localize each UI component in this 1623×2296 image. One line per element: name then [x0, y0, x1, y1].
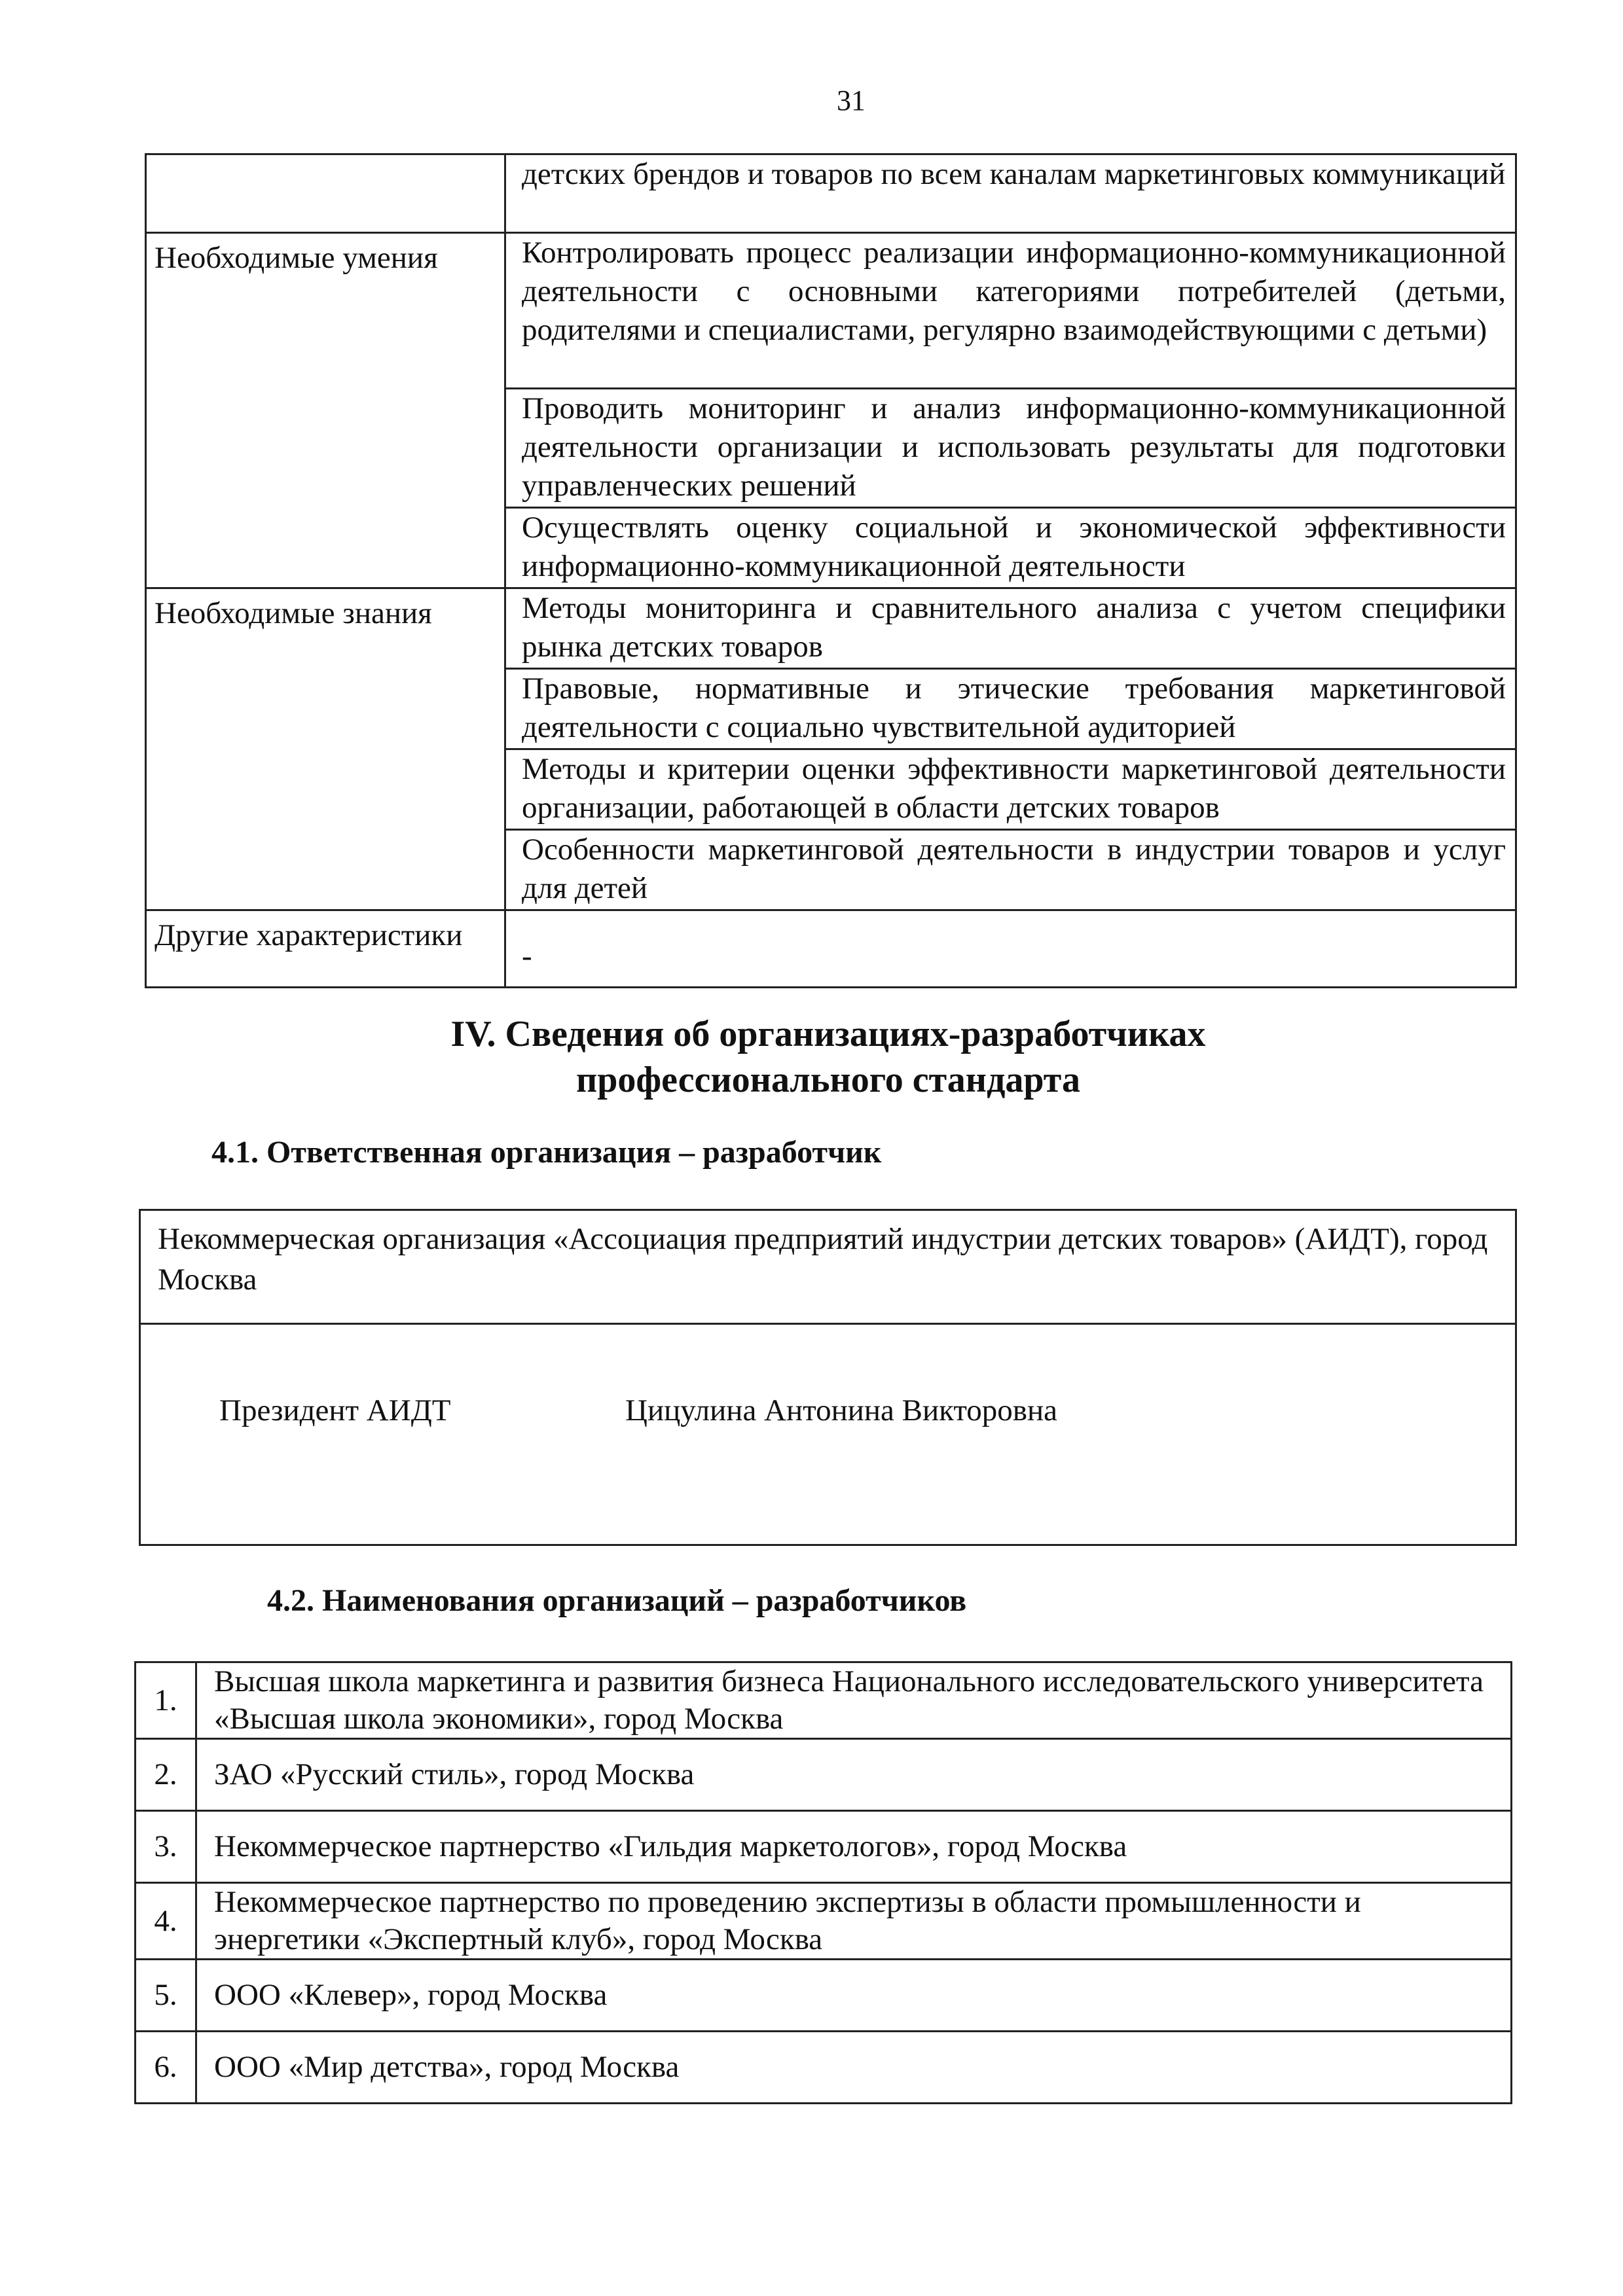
table-row	[136, 1811, 1512, 1883]
table-cell: Контролировать процесс реализации информационно-коммуникационной деятельности с основными категориями потребителей (детьми, родителями и специалистами, регулярно взаимодействующими с детьми)	[505, 233, 1516, 389]
developers-table	[134, 1661, 1512, 2104]
table-cell: детских брендов и товаров по всем каналам маркетинговых коммуникаций	[505, 154, 1516, 233]
table-cell: Проводить мониторинг и анализ информационно-коммуникационной деятельности организации и использовать результаты для подготовки управленческих решений	[505, 389, 1516, 508]
table-row	[146, 910, 1516, 988]
organization-name: ООО «Мир детства», город Москва	[196, 2032, 1512, 2104]
organization-name: Некоммерческое партнерство «Гильдия маркетологов», город Москва	[196, 1811, 1512, 1883]
table-cell: Методы и критерии оценки эффективности маркетинговой деятельности организации, работающей в области детских товаров	[505, 749, 1516, 830]
signer-position: Президент АИДТ	[219, 1393, 451, 1427]
organization-name: Некоммерческое партнерство по проведению экспертизы в области промышленности и энергетики «Экспертный клуб», город Москва	[196, 1883, 1512, 1960]
organization-name: ООО «Клевер», город Москва	[196, 1960, 1512, 2032]
table-row	[136, 1883, 1512, 1960]
table-cell: Особенности маркетинговой деятельности в индустрии товаров и услуг для детей	[505, 830, 1516, 910]
organization-name: ЗАО «Русский стиль», город Москва	[196, 1739, 1512, 1811]
table-row	[136, 1662, 1512, 1739]
signer-name: Цицулина Антонина Викторовна	[625, 1393, 1057, 1427]
developers-heading: 4.2. Наименования организаций – разработчиков	[267, 1583, 967, 1618]
organization-name: Высшая школа маркетинга и развития бизнеса Национального исследовательского университета «Высшая школа экономики», город Москва	[196, 1662, 1512, 1739]
skills-label: Необходимые умения	[146, 233, 505, 588]
section-title-line-2: профессионального стандарта	[576, 1060, 1080, 1100]
page-number: 31	[837, 84, 866, 117]
section-title-line-1: IV. Сведения об организациях-разработчиках	[450, 1014, 1206, 1054]
responsible-org-name: Некоммерческая организация «Ассоциация предприятий индустрии детских товаров» (АИДТ), город Москва	[141, 1211, 1515, 1325]
knowledge-label: Необходимые знания	[146, 588, 505, 910]
section-heading	[151, 1011, 1506, 1103]
empty-label-cell	[146, 154, 505, 233]
row-number: 6.	[136, 2032, 196, 2104]
responsible-org-box	[139, 1209, 1517, 1546]
table-row	[146, 233, 1516, 389]
table-cell: Методы мониторинга и сравнительного анализа с учетом специфики рынка детских товаров	[505, 588, 1516, 669]
other-label: Другие характеристики	[146, 910, 505, 988]
row-number: 5.	[136, 1960, 196, 2032]
row-number: 3.	[136, 1811, 196, 1883]
row-number: 2.	[136, 1739, 196, 1811]
table-row	[136, 1960, 1512, 2032]
table-cell: Правовые, нормативные и этические требования маркетинговой деятельности с социально чувствительной аудиторией	[505, 669, 1516, 749]
skills-table	[145, 153, 1517, 988]
row-number: 1.	[136, 1662, 196, 1739]
other-value: -	[505, 910, 1516, 988]
table-row	[146, 588, 1516, 669]
table-cell: Осуществлять оценку социальной и экономической эффективности информационно-коммуникационной деятельности	[505, 508, 1516, 588]
table-row	[146, 154, 1516, 233]
table-row	[136, 1739, 1512, 1811]
row-number: 4.	[136, 1883, 196, 1960]
responsible-org-heading: 4.1. Ответственная организация – разработчик	[211, 1135, 882, 1170]
table-row	[136, 2032, 1512, 2104]
